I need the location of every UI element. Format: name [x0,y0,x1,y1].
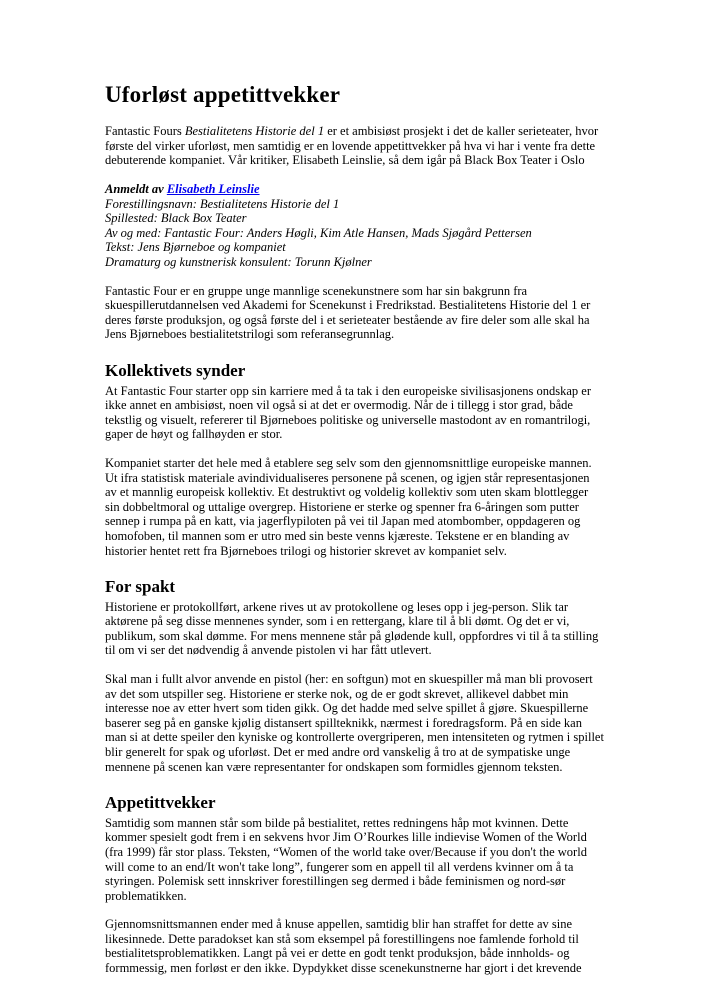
work-title: Bestialitetens Historie del 1 [184,124,325,139]
body-paragraph: At Fantastic Four starter opp sin karriere med å ta tak i den europeiske sivilisasjonens ondskap er ikke annet en ambisiøst, noen vil også si at det er overmodig. Når de i tillegg i stor grad, både tekstlig og visuelt, refererer til Bjørneboes politiske og universelle mastodont av en romantrilogi, gaper de høyt og fallhøyden er stor. [105,383,591,442]
credit-line-tekst: Tekst: Jens Bjørneboe og kompaniet [105,240,286,255]
credit-line-av-og-med: Av og med: Fantastic Four: Anders Høgli, Kim Atle Hansen, Mads Sjøgård Pettersen [105,225,532,240]
byline [105,182,604,197]
section-heading-kollektivets-synder: Kollektivets synder [105,361,246,381]
body-paragraph: Skal man i fullt alvor anvende en pistol (her: en softgun) mot en skuespiller må man bli provosert av det som utspiller seg. Historiene er sterke nok, og de er godt skrevet, allikevel dabbet min interesse noe av etter hvert som tiden gikk. Og det hadde med selve spillet å gjøre. Skuespillerne baserer seg på en ganske kjølig distansert spillteknikk, nærmest i foredragsform. På en side kan man si at dette speiler den kyniske og kontrollerte overgriperen, men intensiteten og rytmen i spillet blir generelt for spak og uforløst. Det er med andre ord vanskelig å tro at de sympatiske unge mennene på scenen kan være representanter for ondskapen som formidles gjennom teksten. [105,672,604,774]
page-title: Uforløst appetittvekker [105,82,341,107]
body-paragraph: Historiene er protokollført, arkene rives ut av protokollene og leses opp i jeg-person. Slik tar aktørene på seg disse mennenes synder, som i en rettergang, klare til å bli dømt. Og det er vi, publikum, som skal dømme. For mens mennene står på glødende kull, oppfordres vi til å ta stilling til om vi ser det nødvendig å anvende pistolen vi har fått utlevert. [105,599,599,658]
credit-line-spillested: Spillested: Black Box Teater [105,211,247,226]
author-link[interactable]: Elisabeth Leinslie [166,182,260,197]
intro-text-post: er et ambisiøst prosjekt i det de kaller serieteater, hvor første del virker uforløst, men samtidig er en lovende appetittvekker på hva vi har i vente fra dette debuterende kompaniet. Vår kritiker, Elisabeth Leinslie, så dem igår på Black Box Teater i Oslo [105,124,599,168]
credit-line-forestillingsnavn: Forestillingsnavn: Bestialitetens Historie del 1 [105,196,340,211]
section-heading-for-spakt: For spakt [105,577,176,597]
body-paragraph: Gjennomsnittsmannen ender med å knuse appellen, samtidig blir han straffet for dette av sine likesinnede. Dette paradokset kan stå som eksempel på forestillingens noe famlende forhold til bestialitetsproblematikken. Langt på vei er dette en godt tenkt produksjon, både innholds- og formmessig, men forløst er den ikke. Dypdykket disse scenekunstnerne har gjort i det krevende [105,917,582,976]
byline-prefix: Anmeldt av [105,182,167,197]
credit-line-dramaturg: Dramaturg og kunstnerisk konsulent: Torunn Kjølner [105,255,372,270]
lead-paragraph: Fantastic Four er en gruppe unge mannlige scenekunstnere som har sin bakgrunn fra skuespillerutdannelsen ved Akademi for Scenekunst i Fredrikstad. Bestialitetens Historie del 1 er deres første produksjon, og også første del i et serieteater bestående av fire deler som alle skal ha Jens Bjørneboes bestialitetstrilogi som referansegrunnlag. [105,283,591,342]
body-paragraph: Samtidig som mannen står som bilde på bestialitet, rettes redningens håp mot kvinnen. Dette kommer spesielt godt frem i en sekvens hvor Jim O’Rourkes lille indievise Women of the World (fra 1999) får stor plass. Teksten, “Women of the world take over/Because if you don't the world will come to an end/It won't take long”, fungerer som en appell til all verdens kvinner om å ta styringen. Polemisk sett innskriver forestillingen seg dermed i både feminismen og nord-sør problematikken. [105,815,587,903]
credits-block [105,182,604,270]
section-heading-appetittvekker: Appetittvekker [105,793,216,813]
intro-text-pre: Fantastic Fours [105,124,185,139]
body-paragraph: Kompaniet starter det hele med å etablere seg selv som den gjennomsnittlige europeiske mannen. Ut ifra statistisk materiale avindividualiseres personene på scenen, og igjen står representasjonen av et mannlig europeisk kollektiv. Et destruktivt og voldelig kollektiv som uten skam blottlegger sin dobbeltmoral og uttalige overgrep. Historiene er sterke og spenner fra 6-åringen som putter sennep i rumpa på en katt, via jagerflypiloten på vei til Japan med atombomber, oppdageren og homofoben, til mannen som er utro med sin beste venns kjæreste. Tekstene er en blanding av historier hentet rett fra Bjørneboes trilogi og historier skrevet av kompaniet selv. [105,455,592,558]
intro-paragraph [105,124,604,168]
